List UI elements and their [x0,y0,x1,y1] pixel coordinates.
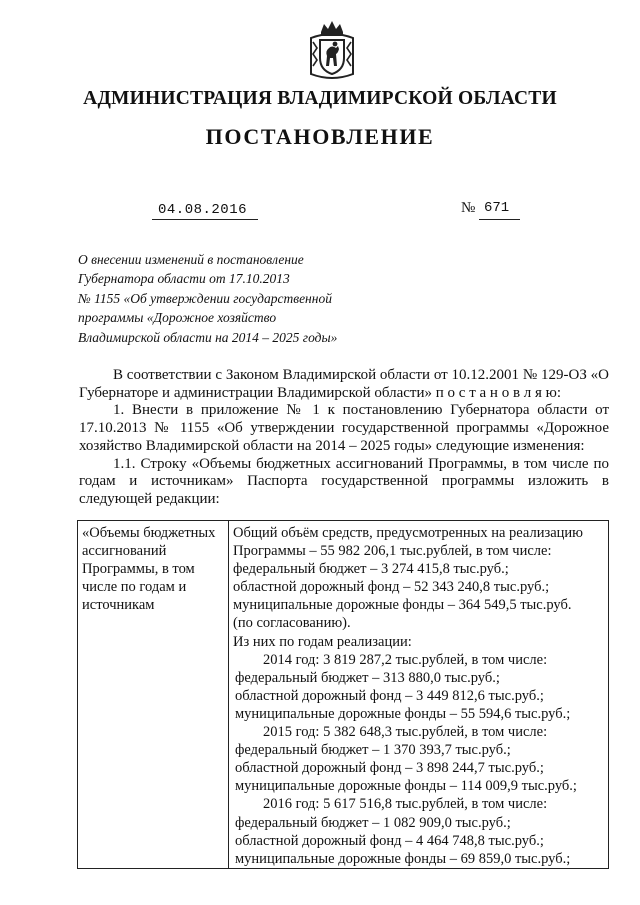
document-number: 671 [484,200,510,216]
budget-allocations-table [77,520,609,869]
coat-of-arms-emblem [307,18,357,80]
organization-title: АДМИНИСТРАЦИЯ ВЛАДИМИРСКОЙ ОБЛАСТИ [83,88,557,109]
item-1-1-paragraph: 1.1. Строку «Объемы бюджетных ассигнований Программы, в том числе по годам и источникам» Паспорта государственной программы изложить в следующей редакции: [79,455,609,507]
number-sign: № [461,200,476,216]
content-line: областной дорожный фонд – 52 343 240,8 тыс.руб.; [233,579,550,596]
content-line: Общий объём средств, предусмотренных на реализацию [233,525,583,541]
date-underline [152,219,258,220]
row-title-line: «Объемы бюджетных [82,525,216,541]
content-line: федеральный бюджет – 1 082 909,0 тыс.руб.; [235,814,511,831]
content-line: Из них по годам реализации: [233,633,412,650]
content-line: областной дорожный фонд – 3 898 244,7 тыс.руб.; [235,760,544,777]
content-line: Программы – 55 982 206,1 тыс.рублей, в том числе: [233,543,552,560]
subject-line: Владимирской области на 2014 – 2025 годы» [78,329,338,345]
document-body [79,367,609,509]
row-content-cell [229,521,609,869]
row-title-line: числе по годам и [82,579,187,596]
subject-line: О внесении изменений в постановление [78,252,304,267]
document-subject [78,250,337,347]
year-line: 2015 год: 5 382 648,3 тыс.рублей, в том числе: [263,724,548,741]
number-underline [479,219,520,220]
content-line: муниципальные дорожные фонды – 114 009,9 тыс.руб.; [235,778,577,795]
preamble-paragraph: В соответствии с Законом Владимирской области от 10.12.2001 № 129-ОЗ «О Губернаторе и администрации Владимирской области» п о с т а н о в л я ю: [79,367,609,401]
table-row [78,521,609,869]
content-line: областной дорожный фонд – 4 464 748,8 тыс.руб.; [235,832,544,849]
content-line: федеральный бюджет – 1 370 393,7 тыс.руб.; [235,742,511,759]
year-line: 2014 год: 3 819 287,2 тыс.рублей, в том числе: [263,651,548,668]
content-line: федеральный бюджет – 3 274 415,8 тыс.руб.; [233,561,509,578]
content-line: областной дорожный фонд – 3 449 812,6 тыс.руб.; [235,687,544,704]
row-title-line: Программы, в том [82,561,195,578]
content-line: муниципальные дорожные фонды – 55 594,6 тыс.руб.; [235,705,571,722]
document-type-title: ПОСТАНОВЛЕНИЕ [205,124,435,149]
document-date: 04.08.2016 [158,202,248,218]
row-title-line: ассигнований [82,543,167,560]
row-title-line: источникам [82,597,155,614]
item-1-paragraph: 1. Внести в приложение № 1 к постановлению Губернатора области от 17.10.2013 № 1155 «Об утверждении государственной программы «Дорожное хозяйство Владимирской области на 2014 – 2025 годы» следующие изменения: [79,402,609,454]
year-line: 2016 год: 5 617 516,8 тыс.рублей, в том числе: [263,796,548,813]
content-line: муниципальные дорожные фонды – 364 549,5 тыс.руб. [233,597,572,614]
content-line: федеральный бюджет – 313 880,0 тыс.руб.; [235,669,500,686]
subject-line: программы «Дорожное хозяйство [78,310,277,326]
subject-line: № 1155 «Об утверждении государственной [78,290,332,306]
row-title-cell [78,521,229,869]
content-line: муниципальные дорожные фонды – 69 859,0 тыс.руб.; [235,850,571,867]
subject-line: Губернатора области от 17.10.2013 [78,271,290,287]
content-line: (по согласованию). [233,615,351,632]
